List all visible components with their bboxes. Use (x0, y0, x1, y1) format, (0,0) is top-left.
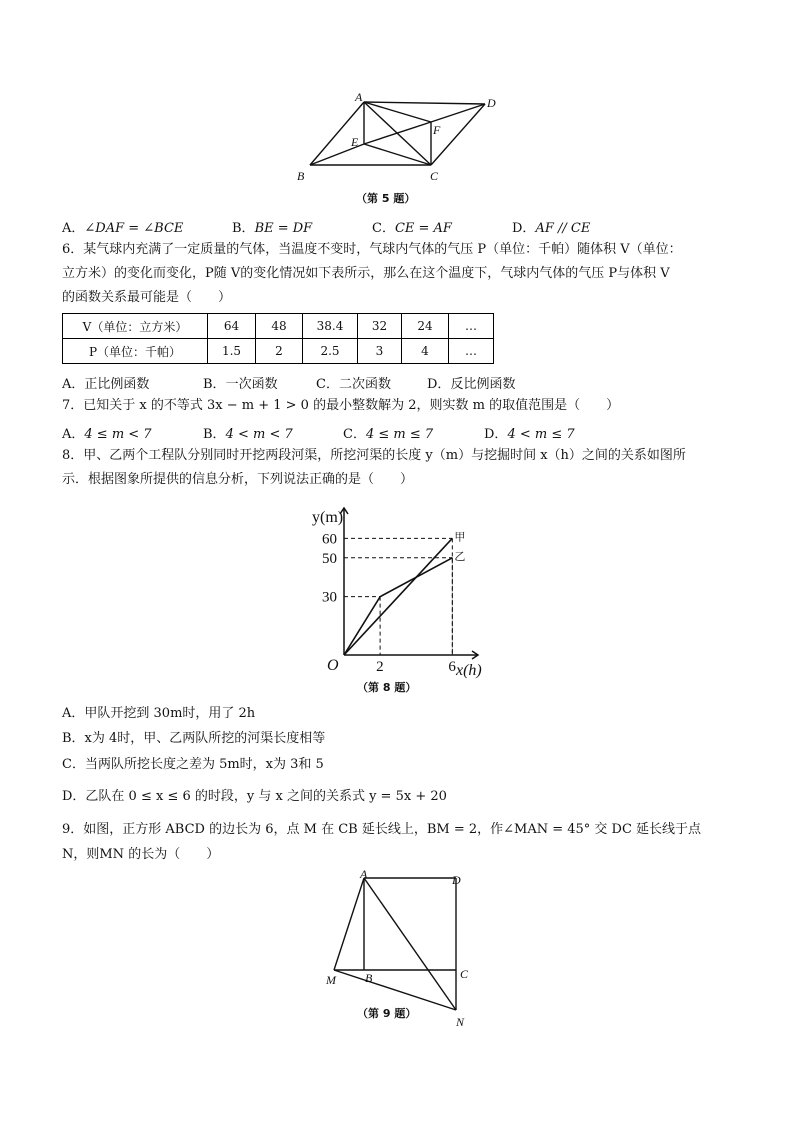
option-text: 4 ≤ m ≤ 7 (365, 427, 434, 442)
table-row (63, 314, 494, 339)
q8-option-c[interactable]: C．当两队所挖长度之差为 5m时，x为 3和 5 (62, 757, 324, 772)
table-cell: 64 (208, 314, 256, 339)
fig9-label-b: B (365, 971, 373, 985)
q6-option-a[interactable] (62, 373, 149, 392)
table-cell: 24 (402, 314, 449, 339)
table-cell: … (449, 339, 494, 364)
option-key: D． (512, 221, 536, 236)
table-cell: 2.5 (303, 339, 358, 364)
q8-option-a[interactable]: A．甲队开挖到 30m时，用了 2h (62, 706, 256, 721)
option-key: D． (427, 377, 451, 392)
q8-line-chart (300, 500, 500, 700)
option-key: C． (343, 427, 366, 442)
option-key: A． (62, 377, 85, 392)
q6-stem-line-3: 的函数关系最可能是（ ） (62, 290, 232, 305)
q5-option-d[interactable] (512, 217, 590, 236)
option-key: A． (62, 427, 85, 442)
fig5-label-f: F (433, 123, 441, 137)
y-tick-label: 60 (322, 531, 337, 548)
option-text: AF // CE (535, 221, 591, 236)
fig9-label-d: D (452, 873, 461, 887)
x-tick-label: 6 (448, 659, 456, 675)
option-text: ∠DAF = ∠BCE (84, 221, 184, 236)
q6-data-table (62, 313, 494, 364)
table-cell: 38.4 (303, 314, 358, 339)
q8-stem-line-2: 示．根据图象所提供的信息分析，下列说法正确的是（ ） (62, 472, 414, 487)
fig9-label-m: M (326, 973, 336, 987)
y-axis-label: y(m) (312, 509, 344, 526)
table-cell: 3 (358, 339, 402, 364)
fig9-label-c: C (460, 967, 469, 981)
table-cell: 32 (358, 314, 402, 339)
table-cell: 1.5 (208, 339, 256, 364)
table-cell: … (449, 314, 494, 339)
option-text: CE = AF (394, 221, 452, 236)
q7-option-a[interactable] (62, 423, 152, 442)
option-text: 4 ≤ m < 7 (84, 427, 152, 442)
table-cell: 48 (256, 314, 303, 339)
table-row (63, 339, 494, 364)
fig5-label-a: A (355, 90, 363, 104)
q7-stem-line-1: 7．已知关于 x 的不等式 3x − m + 1 > 0 的最小整数解为 2，则实数 m 的取值范围是（ ） (62, 398, 620, 413)
option-text: 4 < m ≤ 7 (507, 427, 575, 442)
q6-stem-line-1: 6．某气球内充满了一定质量的气体，当温度不变时，气球内气体的气压 P（单位：千帕）随体积 V（单位： (62, 242, 682, 257)
option-key: C． (316, 377, 339, 392)
option-key: B． (203, 377, 226, 392)
y-tick-label: 30 (322, 589, 337, 606)
q7-option-d[interactable] (484, 423, 575, 442)
q7-option-c[interactable] (343, 423, 433, 442)
q6-option-b[interactable] (203, 373, 278, 392)
fig5-caption: （第 5 题） (356, 192, 416, 205)
series-line-1 (344, 558, 452, 655)
option-key: B． (232, 221, 255, 236)
table-header-cell: P（单位：千帕） (63, 339, 208, 364)
q9-stem-line-2: N，则MN 的长为（ ） (62, 847, 220, 862)
option-text: 一次函数 (225, 377, 278, 392)
q5-option-b[interactable] (232, 217, 312, 236)
fig9-label-n: N (456, 1015, 465, 1029)
fig5-label-c: C (430, 169, 439, 183)
fig5-label-b: B (297, 169, 305, 183)
x-axis-label: x(h) (456, 662, 482, 679)
q5-option-a[interactable] (62, 217, 183, 236)
option-text: 二次函数 (338, 377, 391, 392)
fig8-caption: （第 8 题） (357, 681, 417, 694)
q5-option-c[interactable] (372, 217, 452, 236)
option-text: 4 < m < 7 (225, 427, 293, 442)
q7-option-b[interactable] (203, 423, 293, 442)
option-key: D． (484, 427, 508, 442)
origin-label: O (327, 657, 339, 674)
fig9-label-a: A (360, 867, 368, 881)
y-tick-label: 50 (322, 550, 337, 567)
table-cell: 4 (402, 339, 449, 364)
option-text: 反比例函数 (450, 377, 516, 392)
option-key: B． (203, 427, 226, 442)
fig5-label-e: E (351, 135, 359, 149)
fig9-caption: （第 9 题） (357, 1007, 417, 1020)
series-label: 甲 (454, 531, 466, 544)
table-header-cell: V（单位：立方米） (63, 314, 208, 339)
option-text: 正比例函数 (84, 377, 150, 392)
q8-option-d[interactable]: D．乙队在 0 ≤ x ≤ 6 的时段，y 与 x 之间的关系式 y = 5x + 20 (62, 789, 447, 804)
option-key: C． (372, 221, 395, 236)
q8-stem-line-1: 8．甲、乙两个工程队分别同时开挖两段河渠，所挖河渠的长度 y（m）与挖掘时间 x（h）之间的关系如图所 (62, 448, 686, 463)
q8-option-b[interactable]: B．x为 4时，甲、乙两队所挖的河渠长度相等 (62, 731, 326, 746)
series-label: 乙 (454, 550, 466, 563)
q6-stem-line-2: 立方米）的变化而变化，P随 V的变化情况如下表所示，那么在这个温度下，气球内气体的气压 P与体积 V (62, 266, 670, 281)
q6-option-d[interactable] (427, 373, 515, 392)
x-tick-label: 2 (376, 659, 384, 675)
fig5-label-d: D (487, 96, 496, 110)
option-text: BE = DF (254, 221, 313, 236)
q6-option-c[interactable] (316, 373, 391, 392)
option-key: A． (62, 221, 85, 236)
q9-stem-line-1: 9．如图，正方形 ABCD 的边长为 6，点 M 在 CB 延长线上，BM = 2，作∠MAN = 45° 交 DC 延长线于点 (62, 822, 702, 837)
table-cell: 2 (256, 339, 303, 364)
figure-q5 (290, 88, 510, 198)
